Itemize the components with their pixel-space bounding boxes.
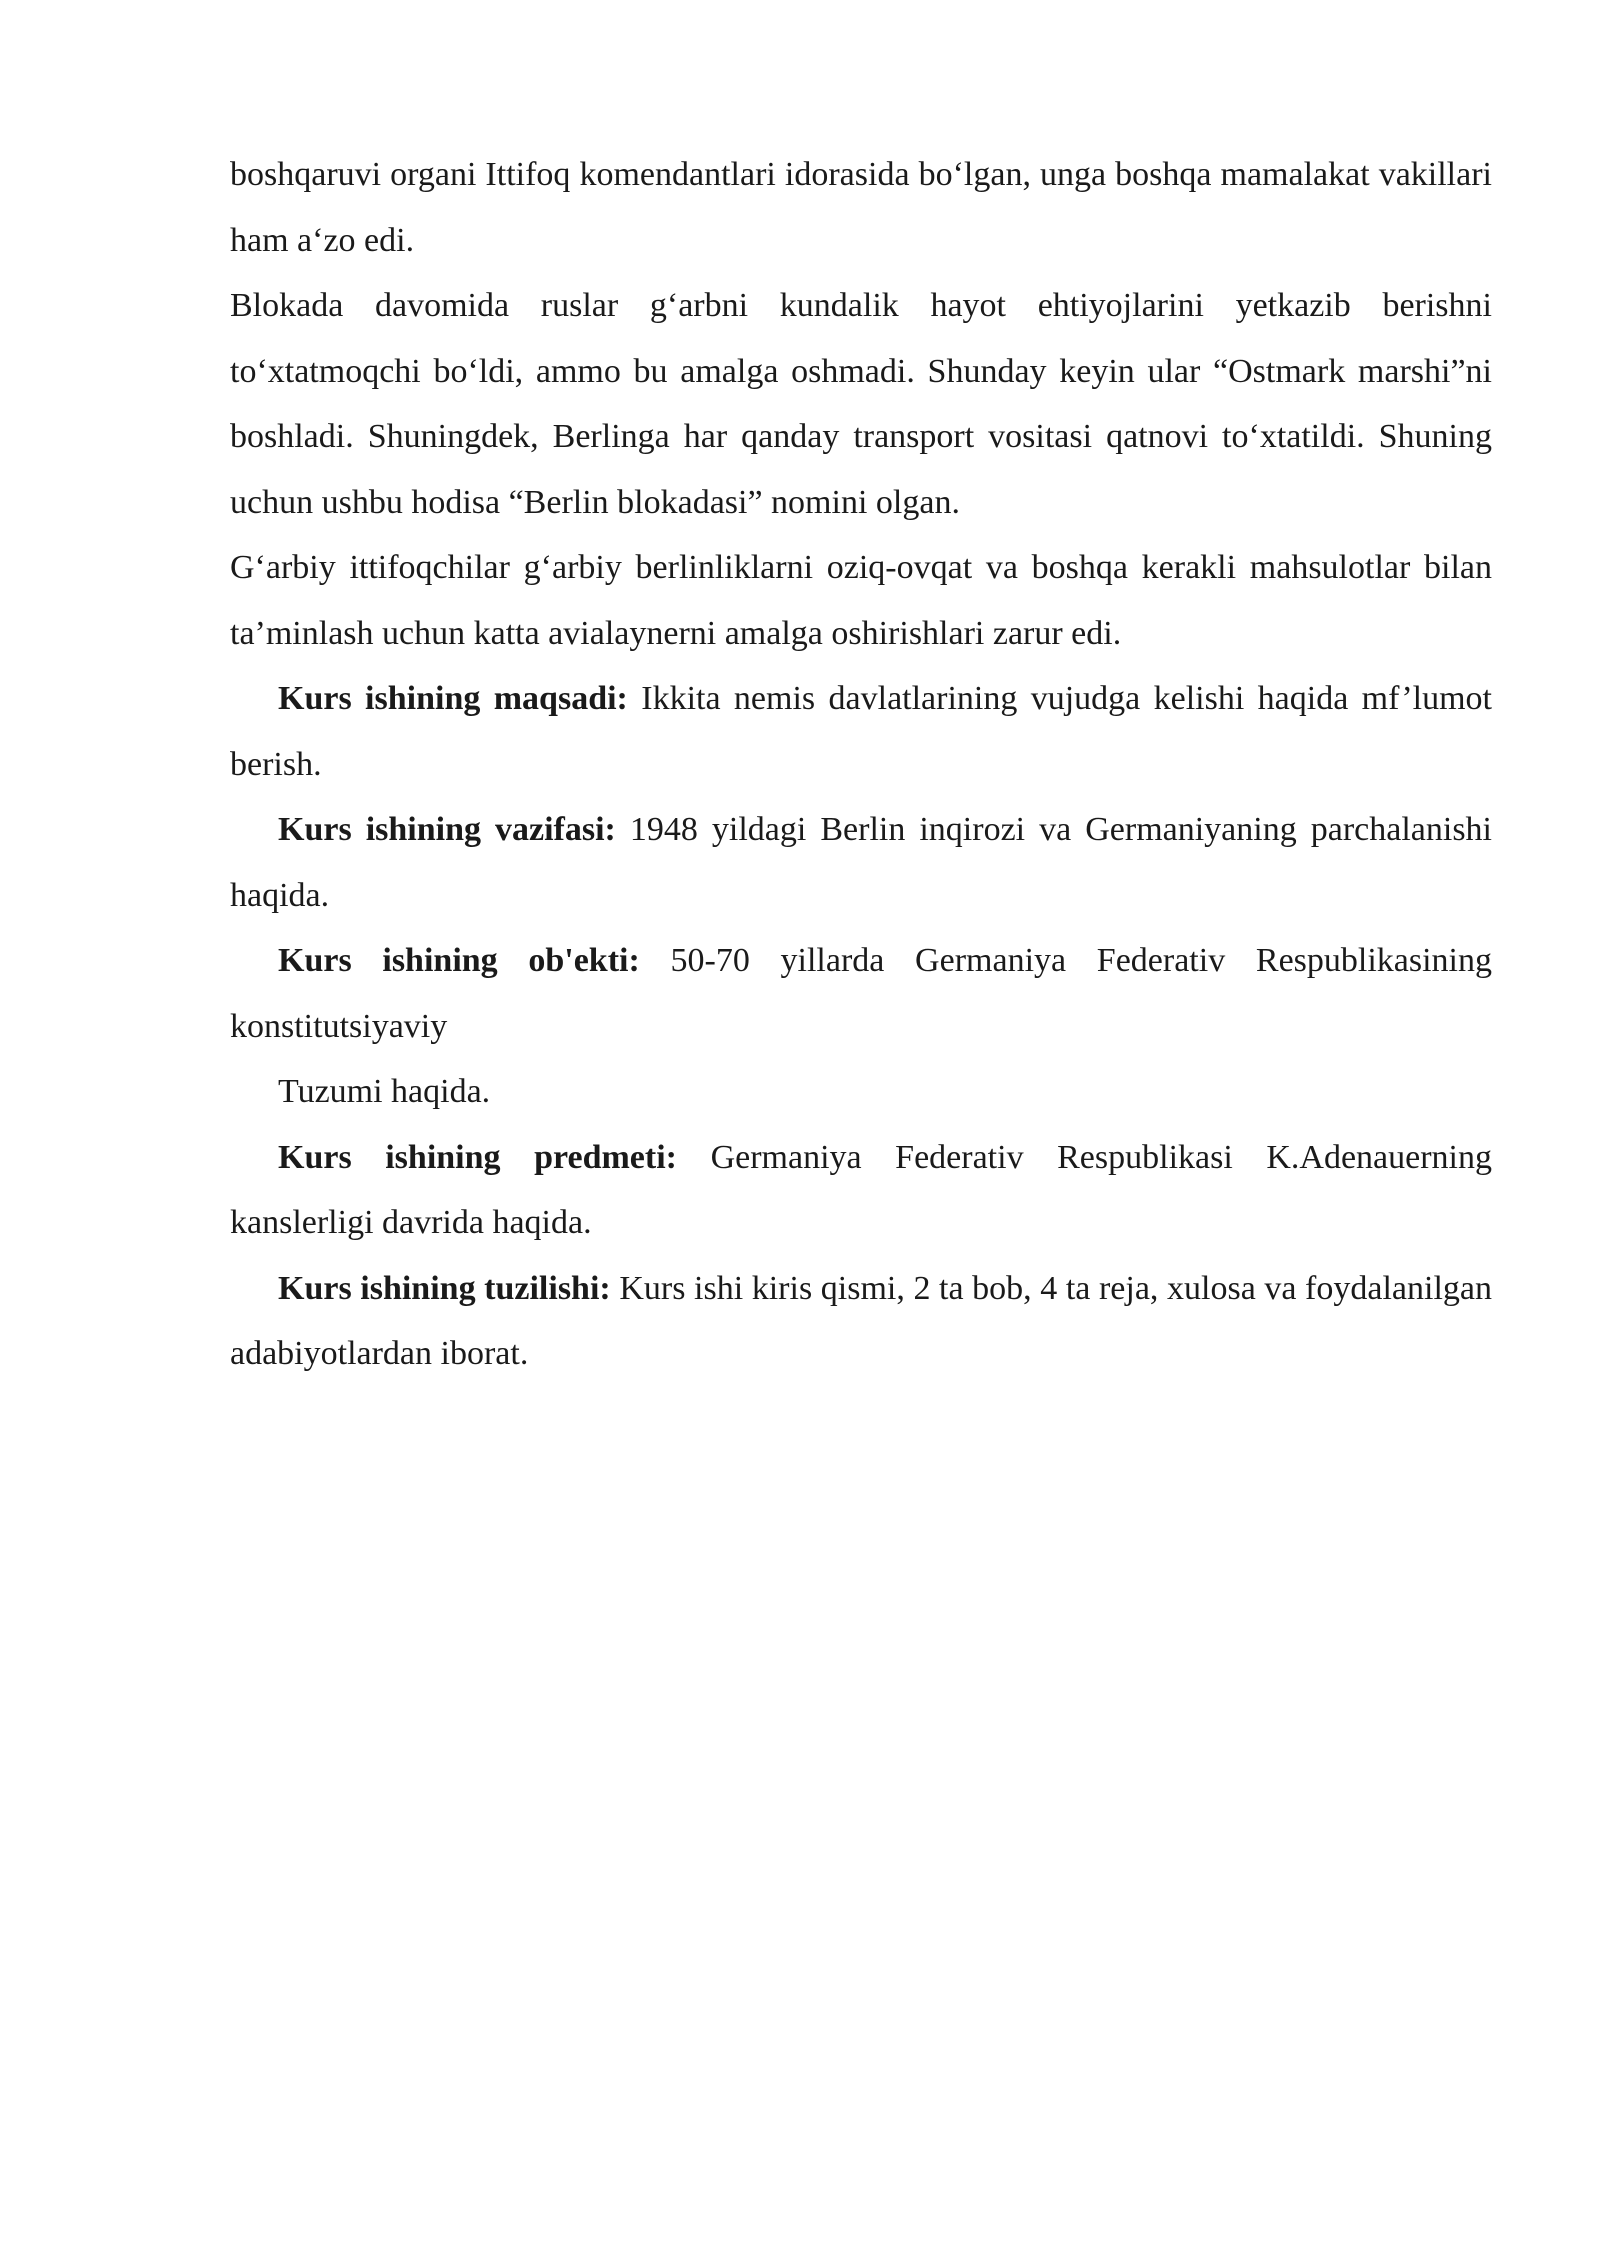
section-subject-text: Germaniya Federativ Respublikasi K.Adenauerning kanslerligi davrida haqida.	[230, 1138, 1492, 1241]
section-object-label: Kurs ishining ob'ekti:	[278, 942, 640, 979]
section-subject	[230, 1125, 1492, 1256]
section-goal-label: Kurs ishining maqsadi:	[278, 680, 628, 717]
section-structure-text: Kurs ishi kiris qismi, 2 ta bob, 4 ta reja, xulosa va foydalanilgan adabiyotlardan iborat.	[230, 1269, 1492, 1372]
paragraph-blockade: Blokada davomida ruslar g‘arbni kundalik hayot ehtiyojlarini yetkazib berishni to‘xtatmoqchi bo‘ldi, ammo bu amalga oshmadi. Shunday keyin ular “Ostmark marshi”ni boshladi. Shuningdek, Berlinga har qanday transport vositasi qatnovi to‘xtatildi. Shuning uchun ushbu hodisa “Berlin blokadasi” nomini olgan.	[230, 287, 1492, 521]
section-task-text: 1948 yildagi Berlin inqirozi va Germaniyaning parchalanishi haqida.	[230, 811, 1492, 914]
paragraph-western-allies: G‘arbiy ittifoqchilar g‘arbiy berlinliklarni oziq-ovqat va boshqa kerakli mahsulotlar bilan ta’minlash uchun katta avialaynerni amalga oshirishlari zarur edi.	[230, 549, 1492, 652]
section-structure	[230, 1256, 1492, 1387]
section-structure-label: Kurs ishining tuzilishi:	[278, 1269, 611, 1307]
section-task	[230, 797, 1492, 928]
section-task-label: Kurs ishining vazifasi:	[278, 811, 616, 848]
section-object-text: 50-70 yillarda Germaniya Federativ Respublikasining konstitutsiyaviy	[230, 942, 1492, 1045]
section-subject-label: Kurs ishining predmeti:	[278, 1138, 677, 1176]
section-goal	[230, 666, 1492, 797]
section-goal-text: Ikkita nemis davlatlarining vujudga kelishi haqida mf’lumot berish.	[230, 680, 1492, 783]
paragraph-administration: boshqaruvi organi Ittifoq komendantlari idorasida bo‘lgan, unga boshqa mamalakat vakillari ham a‘zo edi.	[230, 156, 1492, 259]
section-object-continuation: Tuzumi haqida.	[278, 1073, 491, 1110]
section-object	[230, 928, 1492, 1059]
document-body	[230, 142, 1492, 1387]
